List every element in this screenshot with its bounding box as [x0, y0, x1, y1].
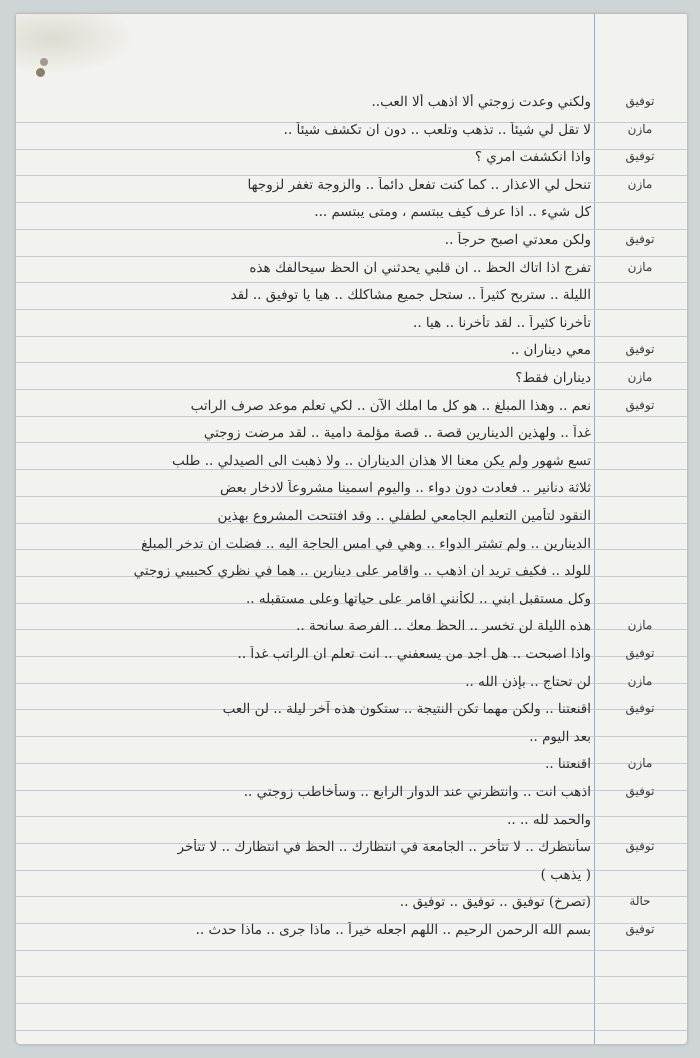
dialogue-text: تنحل لي الاعذار .. كما كنت تفعل دائماً .. والزوجة تغفر لزوجها	[247, 176, 591, 193]
dialogue-text: تفرج اذا اتاك الحظ .. ان قلبي يحدثني ان الحظ سيحالفك هذه	[249, 259, 591, 276]
dialogue-text: وكل مستقبل ابني .. لكأنني اقامر على حياتها وعلى مستقبله ..	[246, 590, 591, 607]
paper-stain	[16, 14, 136, 74]
punch-hole	[40, 58, 48, 66]
punch-hole	[36, 68, 45, 77]
manuscript-line	[16, 727, 687, 755]
manuscript-line	[16, 423, 687, 451]
dialogue-text: واذا اصبحت .. هل اجد من يسعفني .. انت تعلم ان الراتب غداً ..	[237, 646, 591, 662]
dialogue-text: الليلة .. ستربح كثيراً .. ستحل جميع مشاكلك .. هيا يا توفيق .. لقد	[230, 287, 591, 304]
speaker-name: مازن	[627, 259, 653, 274]
manuscript-line	[16, 396, 687, 424]
dialogue-text: هذه الليلة لن تخسر .. الحظ معك .. الفرصة سانحة ..	[296, 618, 591, 635]
speaker-name: توفيق	[625, 149, 655, 164]
dialogue-text: اقنعتنا .. ولكن مهما تكن النتيجة .. ستكون هذه آخر ليلة .. لن العب	[222, 701, 591, 718]
speaker-name: توفيق	[625, 232, 655, 246]
manuscript-line	[16, 92, 687, 120]
manuscript-line	[16, 589, 687, 617]
manuscript-line	[16, 202, 687, 230]
dialogue-text: ( يذهب )	[540, 866, 591, 883]
dialogue-text: (تصرخ) توفيق .. توفيق .. توفيق ..	[399, 894, 591, 911]
manuscript-line	[16, 478, 687, 506]
dialogue-text: معي ديناران ..	[510, 342, 591, 359]
dialogue-text: لن تحتاج .. بإذن الله ..	[465, 673, 591, 690]
manuscript-line	[16, 892, 687, 920]
dialogue-text: لا تقل لي شيئاً .. تذهب وتلعب .. دون ان تكشف شيئاً ..	[283, 121, 591, 138]
speaker-name: توفيق	[625, 646, 655, 660]
manuscript-line	[16, 506, 687, 534]
dialogue-text: واذا انكشفت امري ؟	[474, 149, 591, 166]
dialogue-text: كل شيء .. اذا عرف كيف يبتسم ، ومتى يبتسم ...	[314, 204, 591, 221]
dialogue-text: النقود لتأمين التعليم الجامعي لطفلي .. وقد افتتحت المشروع بهذين	[217, 508, 591, 524]
dialogue-text: نعم .. وهذا المبلغ .. هو كل ما املك الآن .. لكي تعلم موعد صرف الراتب	[190, 397, 591, 414]
manuscript-line	[16, 782, 687, 810]
manuscript-line	[16, 230, 687, 258]
dialogue-text: سأنتظرك .. لا تتأخر .. الجامعة في انتظارك .. الحظ في انتظارك .. لا تتأخر	[177, 839, 591, 856]
dialogue-text: ثلاثة دنانير .. فعادت دون دواء .. واليوم اسمينا مشروعاً لادخار بعض	[219, 480, 591, 497]
speaker-name: توفيق	[625, 94, 655, 108]
manuscript-line	[16, 120, 687, 148]
dialogue-text: للولد .. فكيف تريد ان اذهب .. واقامر على دينارين .. هما في نظري كحبيبي زوجتي	[133, 563, 591, 580]
speaker-name: توفيق	[625, 922, 655, 936]
speaker-name: توفيق	[625, 342, 655, 357]
speaker-name: مازن	[627, 121, 653, 136]
manuscript-line	[16, 837, 687, 865]
dialogue-text: ولكني وعدت زوجتي ألا اذهب ألا العب..	[371, 94, 591, 110]
manuscript-line	[16, 451, 687, 479]
notebook-page	[16, 14, 687, 1044]
manuscript-line	[16, 285, 687, 313]
dialogue-text: بعد اليوم ..	[529, 728, 591, 745]
manuscript-line	[16, 313, 687, 341]
manuscript-line	[16, 754, 687, 782]
speaker-name: مازن	[627, 618, 653, 633]
dialogue-text: غداً .. ولهذين الدينارين قصة .. قصة مؤلمة دامية .. لقد مرضت زوجتي	[203, 425, 591, 442]
speaker-name: توفيق	[625, 701, 655, 716]
speaker-name: مازن	[627, 370, 653, 384]
manuscript-line	[16, 340, 687, 368]
manuscript-line	[16, 616, 687, 644]
dialogue-text: ولكن معدتي اصبح حرجاً ..	[444, 232, 591, 248]
speaker-name: حالة	[629, 894, 651, 909]
manuscript-line	[16, 699, 687, 727]
ruled-line	[16, 1003, 687, 1004]
manuscript-line	[16, 561, 687, 589]
manuscript-line	[16, 175, 687, 203]
dialogue-text: تأخرنا كثيراً .. لقد تأخرنا .. هيا ..	[413, 314, 591, 331]
ruled-line	[16, 950, 687, 951]
speaker-name: مازن	[627, 756, 653, 771]
ruled-line	[16, 976, 687, 977]
manuscript-line	[16, 147, 687, 175]
speaker-name: توفيق	[625, 784, 655, 798]
manuscript-line	[16, 258, 687, 286]
speaker-name: مازن	[627, 176, 653, 191]
dialogue-text: اذهب انت .. وانتظرني عند الدوار الرابع .. وسأخاطب زوجتي ..	[243, 784, 591, 800]
manuscript-line	[16, 534, 687, 562]
speaker-name: توفيق	[625, 397, 655, 412]
manuscript-line	[16, 368, 687, 396]
dialogue-text: ديناران فقط؟	[515, 370, 591, 386]
dialogue-text: والحمد لله .. ..	[507, 811, 591, 828]
speaker-name: توفيق	[625, 839, 655, 854]
manuscript-line	[16, 644, 687, 672]
dialogue-text: الدينارين .. ولم تشتر الدواء .. وهي في امس الحاجة اليه .. فضلت ان تدخر المبلغ	[141, 535, 591, 552]
manuscript-line	[16, 865, 687, 893]
manuscript-line	[16, 920, 687, 948]
ruled-line	[16, 1030, 687, 1031]
manuscript-line	[16, 810, 687, 838]
dialogue-text: اقنعتنا ..	[545, 756, 591, 773]
dialogue-text: تسع شهور ولم يكن معنا الا هذان الديناران .. ولا ذهبت الى الصيدلي .. طلب	[171, 452, 591, 469]
manuscript-line	[16, 672, 687, 700]
dialogue-text: بسم الله الرحمن الرحيم .. اللهم اجعله خيراً .. ماذا جرى .. ماذا حدث ..	[195, 922, 591, 938]
speaker-name: مازن	[627, 673, 653, 688]
